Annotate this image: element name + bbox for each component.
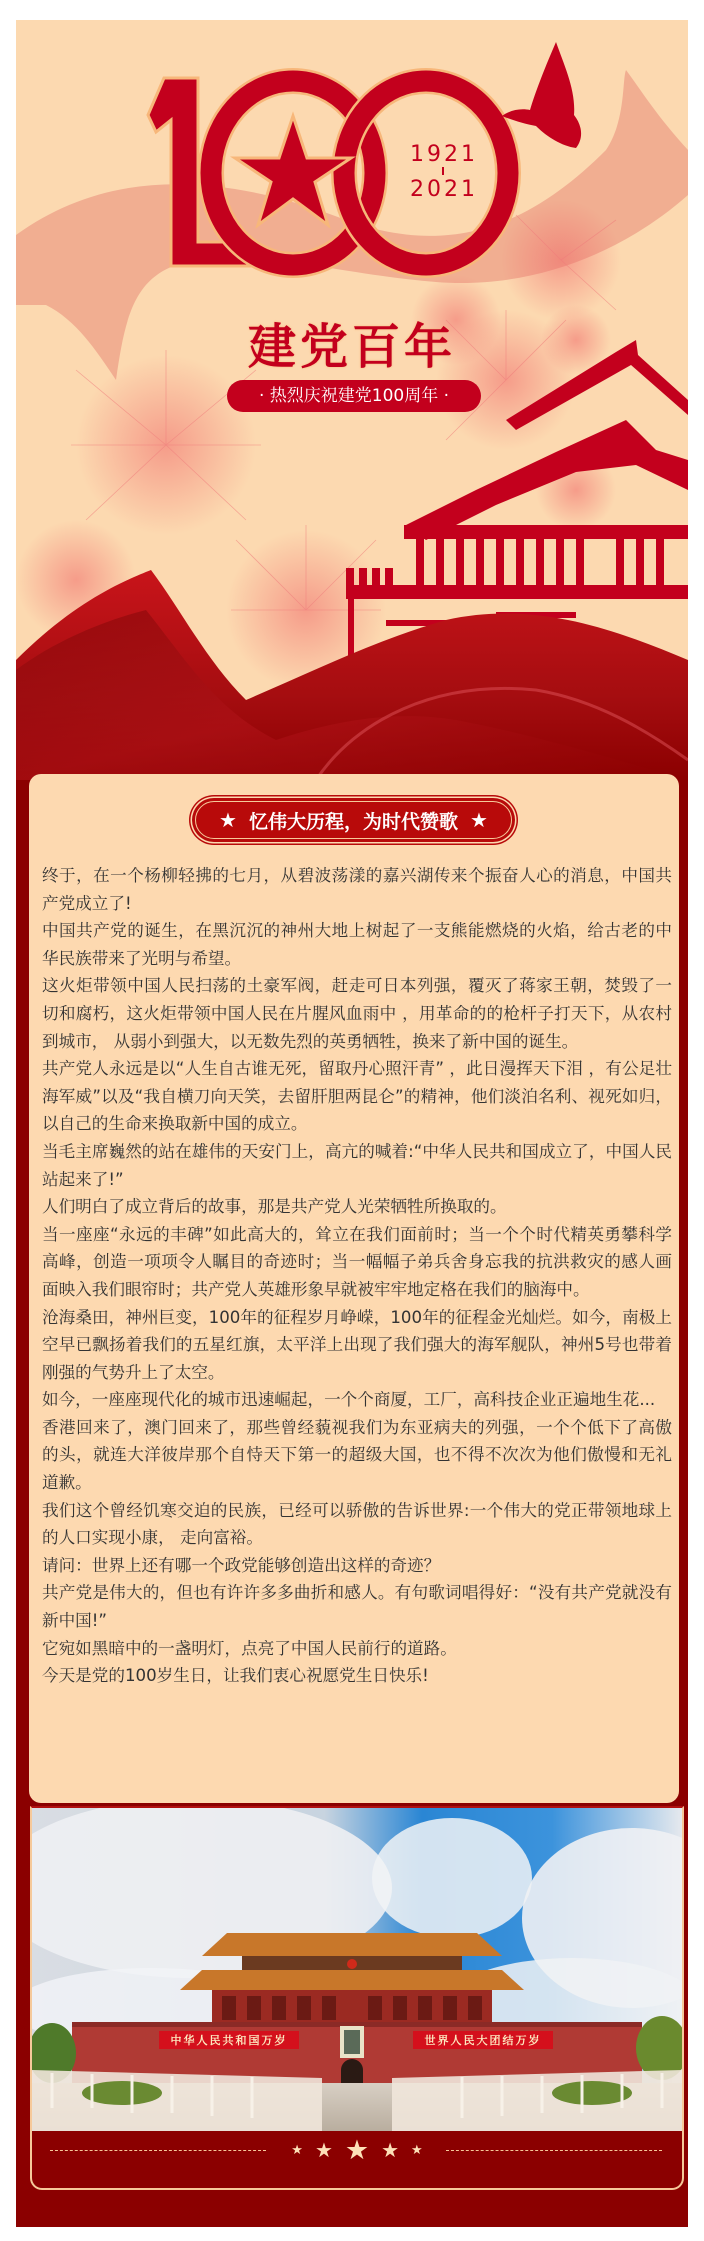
- star-icon: ★: [314, 2138, 333, 2162]
- star-icon: ★: [470, 808, 488, 832]
- logo-year-start: 1921: [410, 142, 478, 167]
- paragraph: 我们这个曾经饥寒交迫的民族，已经可以骄傲的告诉世界:一个伟大的党正带领地球上的人口实现小康， 走向富裕。: [42, 1500, 672, 1548]
- paragraph: 共产党人永远是以“人生自古谁无死，留取丹心照汗青” ，此日漫挥天下泪 ，有公足壮海军威”以及“我自横刀向天笑，去留肝胆两昆仑”的精神，他们淡泊名利、视死如归，以自己的生命来换取新中国的成立。: [42, 1059, 672, 1134]
- banner-left-text: 中华人民共和国万岁: [170, 2034, 288, 2047]
- article-card: [29, 774, 679, 1803]
- star-icon: ★: [411, 2142, 423, 2158]
- section-heading: 忆伟大历程，为时代赞歌: [248, 810, 458, 833]
- paragraph: 今天是党的100岁生日，让我们衷心祝愿党生日快乐!: [42, 1666, 429, 1686]
- hero-banner: [16, 20, 688, 780]
- page-title: 建党百年: [247, 319, 456, 375]
- footer-decoration: [32, 2131, 682, 2188]
- star-icon: ★: [344, 2134, 370, 2166]
- paragraph: 这火炬带领中国人民扫荡的土豪军阀，赶走可日本列强，覆灭了蒋家王朝，焚毁了一切和腐朽，这火炬带领中国人民在片腥风血雨中 ，用革命的的枪杆子打天下，从农村到城市， 从弱小到强大，以无数先烈的英勇牺牲，换来了新中国的诞生。: [42, 976, 672, 1051]
- star-icon: ★: [291, 2142, 303, 2158]
- tiananmen-photo: [32, 1808, 682, 2131]
- star-icon: ★: [381, 2138, 400, 2162]
- paragraph: 它宛如黑暗中的一盏明灯，点亮了中国人民前行的道路。: [42, 1638, 457, 1658]
- paragraph: 终于，在一个杨柳轻拂的七月，从碧波荡漾的嘉兴湖传来个振奋人心的消息，中国共产党成立了!: [42, 866, 672, 913]
- article-body: [42, 862, 672, 1690]
- paragraph: 共产党是伟大的，但也有许许多多曲折和感人。有句歌词唱得好：“没有共产党就没有新中国!”: [42, 1583, 672, 1631]
- paragraph: 香港回来了，澳门回来了，那些曾经藐视我们为东亚病夫的列强，一个个低下了高傲的头，就连大洋彼岸那个自恃天下第一的超级大国，也不得不次次为他们傲慢和无礼道歉。: [42, 1417, 672, 1493]
- subtitle-pill: · 热烈庆祝建党100周年 ·: [227, 380, 481, 412]
- dashed-divider: [50, 2150, 266, 2151]
- dove-icon: [502, 42, 581, 148]
- section-heading-badge: [192, 798, 515, 842]
- page-container: [16, 20, 688, 2227]
- paragraph: 人们明白了成立背后的故事，那是共产党人光荣牺牲所换取的。: [42, 1197, 507, 1217]
- paragraph: 如今，一座座现代化的城市迅速崛起，一个个商厦，工厂，高科技企业正遍地生花...: [42, 1390, 656, 1410]
- paragraph: 中国共产党的诞生，在黑沉沉的神州大地上树起了一支熊能燃烧的火焰，给古老的中华民族带来了光明与希望。: [42, 921, 672, 968]
- banner-right-text: 世界人民大团结万岁: [424, 2034, 542, 2047]
- star-row: [270, 2135, 444, 2165]
- paragraph: 沧海桑田，神州巨变，100年的征程岁月峥嵘，100年的征程金光灿烂。如今，南极上空早已飘扬着我们的五星红旗，太平洋上出现了我们强大的海军舰队，神州5号也带着刚强的气势升上了太空。: [42, 1307, 672, 1382]
- centenary-100-logo: [16, 20, 688, 310]
- photo-frame: [30, 1806, 684, 2190]
- paragraph: 请问：世界上还有哪一个政党能够创造出这样的奇迹？: [42, 1555, 441, 1575]
- star-icon: ★: [219, 808, 237, 832]
- dashed-divider: [446, 2150, 662, 2151]
- paragraph: 当毛主席巍然的站在雄伟的天安门上，高亢的喊着:“中华人民共和国成立了，中国人民站起来了!”: [42, 1141, 672, 1189]
- logo-year-end: 2021: [410, 177, 478, 202]
- paragraph: 当一座座“永远的丰碑”如此高大的，耸立在我们面前时；当一个个时代精英勇攀科学高峰，创造一项项令人瞩目的奇迹时；当一幅幅子弟兵舍身忘我的抗洪救灾的感人画面映入我们眼帘时；共产党人英雄形象早就被牢牢地定格在我们的脑海中。: [42, 1224, 672, 1299]
